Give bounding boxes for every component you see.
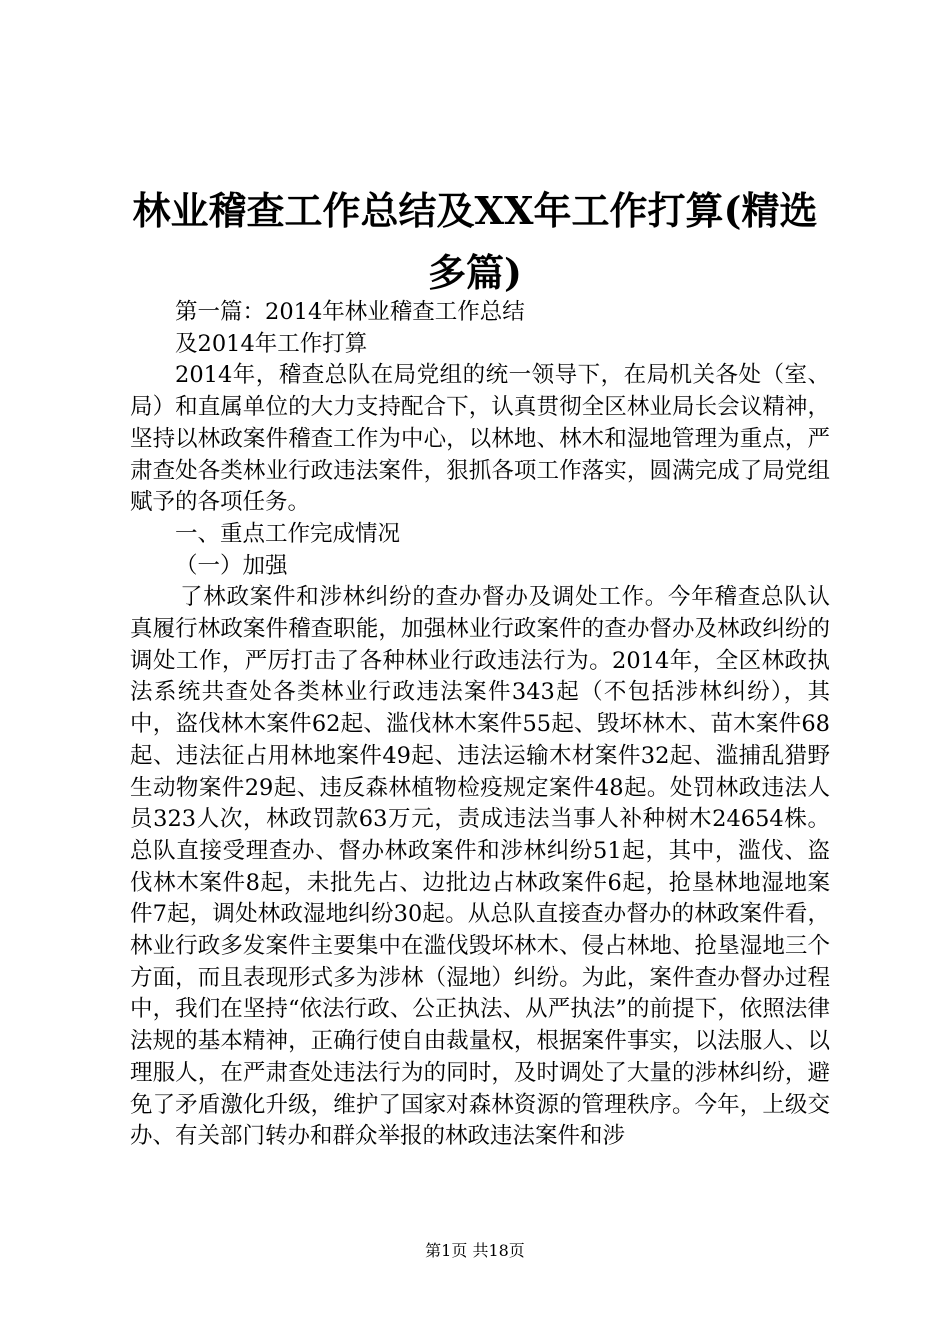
item-heading: （一）加强 <box>175 552 288 579</box>
body-paragraph: 了林政案件和涉林纠纷的查办督办及调处工作。今年稽查总队认真履行林政案件稽查职能，加强林业行政案件的查办督办及林政纠纷的调处工作，严厉打击了各种林业行政违法行为。2014年，全区林政执法系统共查处各类林业行政违法案件343起（不包括涉林纠纷），其中，盗伐林木案件62起、滥伐林木案件55起、毁坏林木、苗木案件68起、违法征占用林地案件49起、违法运输木材案件32起、滥捕乱猎野生动物案件29起、违反森林植物检疫规定案件48起。处罚林政违法人员323人次，林政罚款63万元，责成违法当事人补种树木24654株。总队直接受理查办、督办林政案件和涉林纠纷51起，其中，滥伐、盗伐林木案件8起，未批先占、边批边占林政案件6起，抢垦林地湿地案件7起，调处林政湿地纠纷30起。从总队直接查办督办的林政案件看，林业行政多发案件主要集中在滥伐毁坏林木、侵占林地、抢垦湿地三个方面，而且表现形式多为涉林（湿地）纠纷。为此，案件查办督办过程中，我们在坚持“依法行政、公正执法、从严执法”的前提下，依照法律法规的基本精神，正确行使自由裁量权，根据案件事实，以法服人、以理服人，在严肃查处违法行为的同时，及时调处了大量的涉林纠纷，避免了矛盾激化升级，维护了国家对森林资源的管理秩序。今年，上级交办、有关部门转办和群众举报的林政违法案件和涉 <box>130 584 830 1150</box>
document-body <box>130 297 830 1153</box>
page-footer: 第1页 共18页 <box>425 1241 525 1260</box>
subsection-heading: 一、重点工作完成情况 <box>175 520 401 547</box>
section-subheading: 及2014年工作打算 <box>175 330 368 357</box>
body-paragraph: 2014年，稽查总队在局党组的统一领导下，在局机关各处（室、局）和直属单位的大力支持配合下，认真贯彻全区林业局长会议精神，坚持以林政案件稽查工作为中心，以林地、林木和湿地管理为重点，严肃查处各类林业行政违法案件，狠抓各项工作落实，圆满完成了局党组赋予的各项任务。 <box>130 362 830 516</box>
section-heading: 第一篇：2014年林业稽查工作总结 <box>175 299 525 325</box>
document-title: 林业稽查工作总结及XX年工作打算(精选多篇) <box>132 188 818 295</box>
